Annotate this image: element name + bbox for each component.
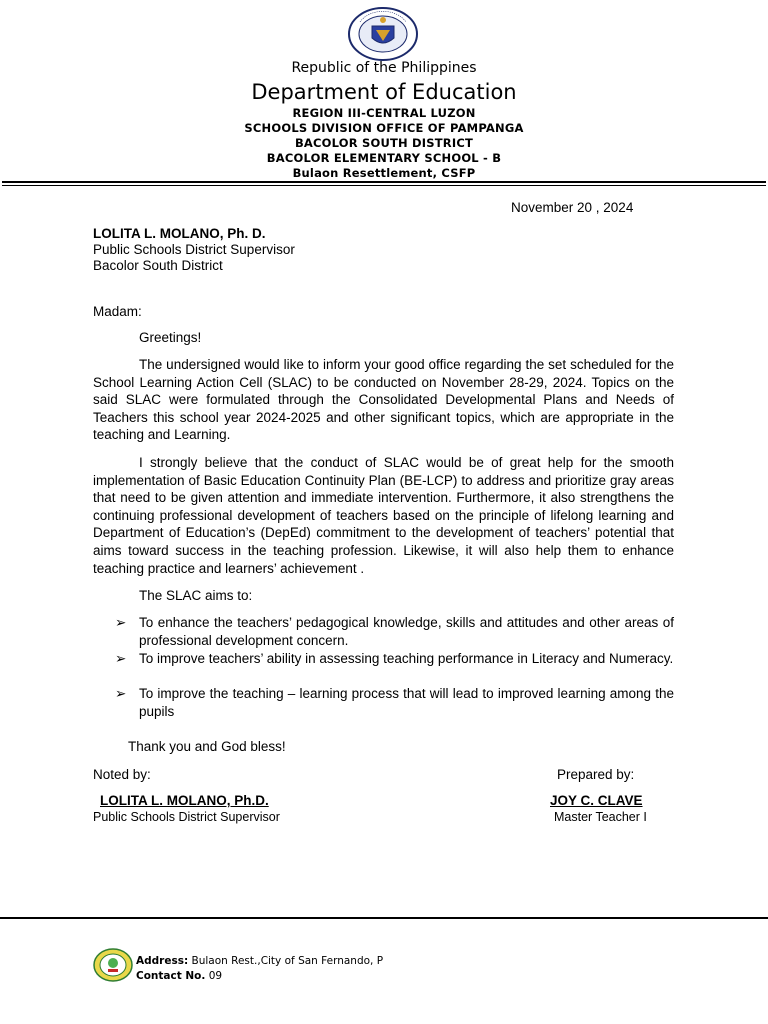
- paragraph-2: I strongly believe that the conduct of SLAC would be of great help for the smooth implementation of Basic Education Continuity Plan (BE-LCP) to address and prioritize gray areas that need to be given attention and immediate intervention. Furthermore, it also strengthens the continuing professional development of teachers based on the principle of lifelong learning and Department of Education’s (DepEd) commitment to the development of teachers’ potential that aims toward success in the teaching profession. Likewise, it will also help them to enhance teaching practice and learners’ achievement .: [93, 455, 674, 576]
- contact-value: 09: [208, 970, 223, 982]
- recipient-office: Bacolor South District: [93, 258, 223, 273]
- prepared-label: Prepared by:: [557, 767, 635, 782]
- prepared-name: JOY C. CLAVE: [550, 793, 643, 808]
- list-item: [93, 614, 674, 650]
- recipient-name: LOLITA L. MOLANO, Ph. D.: [93, 226, 266, 241]
- letter-date: November 20 , 2024: [511, 200, 634, 215]
- school-logo-icon: [93, 948, 133, 982]
- salutation: Madam:: [93, 304, 142, 319]
- greeting: Greetings!: [139, 330, 202, 345]
- address-label: Address:: [136, 955, 189, 967]
- division-heading: SCHOOLS DIVISION OFFICE OF PAMPANGA: [244, 121, 524, 135]
- prepared-title: Master Teacher I: [554, 810, 647, 824]
- arrow-bullet-icon: ➢: [115, 651, 127, 666]
- aims-intro: The SLAC aims to:: [139, 588, 253, 603]
- school-heading: BACOLOR ELEMENTARY SCHOOL - B: [266, 151, 502, 165]
- list-item: [93, 685, 674, 721]
- aim-text: To enhance the teachers’ pedagogical knowledge, skills and attitudes and other areas of professional development concern.: [139, 615, 674, 648]
- contact-label: Contact No.: [136, 970, 206, 982]
- address-value: Bulaon Rest.,City of San Fernando, P: [191, 955, 384, 967]
- list-item: [93, 650, 674, 686]
- recipient-title: Public Schools District Supervisor: [93, 242, 295, 257]
- paragraph-1: The undersigned would like to inform your good office regarding the set scheduled for the School Learning Action Cell (SLAC) to be conducted on November 28-29, 2024. Topics on the said SLAC were formulated through the Consolidated Developmental Plans and Needs of Teachers this school year 2024-2025 and other significant topics, which are appropriate in the teaching and Learning.: [93, 357, 674, 443]
- footer-contact: [136, 970, 222, 982]
- noted-label: Noted by:: [93, 767, 151, 782]
- aim-text: To improve teachers’ ability in assessing teaching performance in Literacy and Numeracy.: [139, 651, 674, 666]
- header-divider: [2, 181, 766, 183]
- footer-address: [136, 955, 383, 967]
- aim-text: To improve the teaching – learning process that will lead to improved learning among the pupils: [139, 686, 674, 719]
- footer-divider: [0, 917, 768, 919]
- location-heading: Bulaon Resettlement, CSFP: [292, 166, 476, 180]
- arrow-bullet-icon: ➢: [115, 615, 127, 630]
- district-heading: BACOLOR SOUTH DISTRICT: [294, 136, 474, 150]
- department-heading: Department of Education: [251, 80, 517, 104]
- closing: Thank you and God bless!: [128, 739, 286, 754]
- noted-title: Public Schools District Supervisor: [93, 810, 280, 824]
- republic-heading: Republic of the Philippines: [291, 60, 477, 76]
- region-heading: REGION III-CENTRAL LUZON: [292, 106, 476, 120]
- arrow-bullet-icon: ➢: [115, 686, 127, 701]
- header-divider-thin: [2, 185, 766, 186]
- noted-name: LOLITA L. MOLANO, Ph.D.: [100, 793, 269, 808]
- deped-seal-icon: [346, 6, 420, 62]
